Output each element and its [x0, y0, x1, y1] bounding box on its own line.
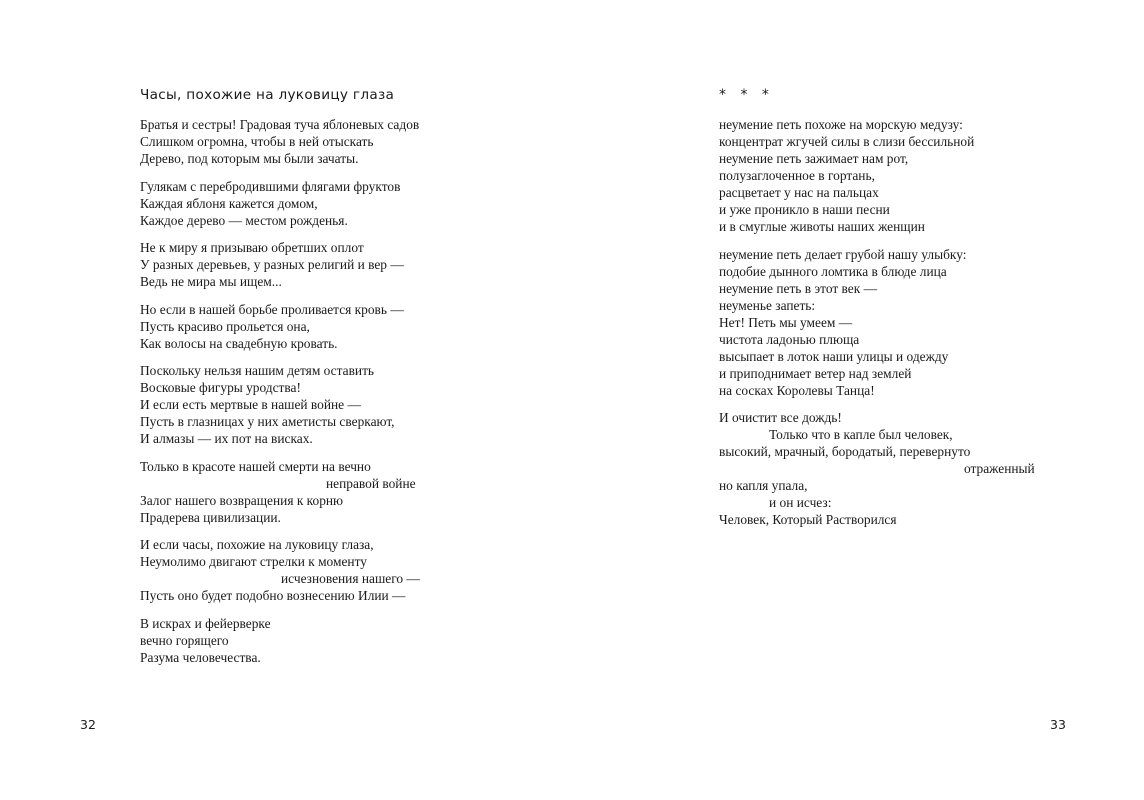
poem-line: неумение петь зажимает нам рот, [719, 151, 909, 166]
poem-line: Поскольку нельзя нашим детям оставить [140, 363, 375, 378]
poem-line: неправой войне [326, 475, 416, 491]
poem-line: Человек, Который Растворился [719, 512, 897, 527]
poem-line: Пусть оно будет подобно вознесению Илии — [140, 588, 406, 603]
poem-line: чистота ладонью плюща [719, 331, 860, 347]
stanza [140, 536, 420, 604]
poem-line: Дерево, под которым мы были зачаты. [140, 151, 359, 166]
poem-line: Братья и сестры! Градовая туча яблоневых садов [140, 117, 420, 132]
poem-line: высыпает в лоток наши улицы и одежду [719, 348, 949, 364]
stanza [140, 458, 420, 526]
poem-line: подобие дынного ломтика в блюде лица [719, 263, 947, 279]
stanza [140, 116, 420, 167]
poem-line: на сосках Королевы Танца! [719, 382, 875, 398]
poem-line: и уже проникло в наши песни [719, 202, 890, 217]
poem-line: исчезновения нашего — [281, 571, 420, 586]
poem-line: высокий, мрачный, бородатый, перевернуто [719, 444, 971, 459]
poem-title-asterisks: * * * [719, 87, 774, 103]
poem-line: И если часы, похожие на луковицу глаза, [140, 537, 374, 552]
poem-title: Часы, похожие на луковицу глаза [140, 87, 395, 103]
poem-line: неумение петь в этот век — [719, 280, 877, 296]
poem-line: Залог нашего возвращения к корню [140, 492, 344, 508]
stanza [719, 116, 1035, 235]
stanza [140, 362, 420, 447]
poem-line: И если есть мертвые в нашей войне — [140, 397, 361, 412]
stanza [140, 615, 420, 666]
poem-right [719, 86, 1035, 539]
page-number: 32 [80, 717, 96, 732]
stanza [719, 409, 1035, 528]
poem-line: отраженный [964, 461, 1035, 476]
poem-line: расцветает у нас на пальцах [719, 185, 879, 200]
poem-left [140, 86, 420, 676]
poem-line: И очистит все дождь! [719, 410, 842, 425]
poem-line: В искрах и фейерверке [140, 615, 271, 631]
poem-line: но капля упала, [719, 478, 808, 493]
poem-line: Пусть красиво прольется она, [140, 318, 310, 334]
poem-line: Но если в нашей борьбе проливается кровь — [140, 301, 404, 317]
poem-line: Ведь не мира мы ищем... [140, 274, 282, 289]
poem-line: Только в красоте нашей смерти на вечно [140, 458, 371, 474]
poem-line: Не к миру я призываю обретших оплот [140, 240, 364, 255]
poem-line: Каждая яблоня кажется домом, [140, 195, 318, 211]
poem-line: Нет! Петь мы умеем — [719, 314, 853, 330]
poem-line: неумение петь похоже на морскую медузу: [719, 117, 963, 132]
poem-line: Слишком огромна, чтобы в ней отыскать [140, 134, 374, 149]
poem-line: И алмазы — их пот на висках. [140, 431, 313, 446]
poem-line: Гулякам с перебродившими флягами фруктов [140, 178, 401, 194]
stanza [140, 178, 420, 229]
poem-line: Пусть в глазницах у них аметисты сверкают, [140, 414, 395, 429]
poem-line: полузаглоченное в гортань, [719, 168, 875, 183]
poem-line: неумение петь делает грубой нашу улыбку: [719, 246, 967, 262]
poem-line: Прадерева цивилизации. [140, 509, 281, 525]
poem-line: и приподнимает ветер над землей [719, 365, 912, 381]
poem-line: и он исчез: [769, 495, 832, 510]
stanza [140, 301, 420, 352]
stanza [719, 246, 1035, 399]
poem-line: У разных деревьев, у разных религий и вер — [140, 257, 404, 272]
poem-line: Разума человечества. [140, 649, 261, 665]
poem-line: концентрат жгучей силы в слизи бессильной [719, 134, 975, 149]
page-number: 33 [1050, 717, 1066, 732]
poem-line: Восковые фигуры уродства! [140, 380, 301, 395]
poem-line: Неумолимо двигают стрелки к моменту [140, 554, 367, 569]
poem-line: неуменье запеть: [719, 297, 816, 313]
poem-line: Каждое дерево — местом рожденья. [140, 212, 348, 228]
poem-line: Как волосы на свадебную кровать. [140, 335, 338, 351]
stanza [140, 239, 420, 290]
poem-line: Только что в капле был человек, [769, 427, 953, 442]
right-page [572, 0, 1144, 800]
poem-line: и в смуглые животы наших женщин [719, 219, 925, 234]
poem-line: вечно горящего [140, 632, 229, 648]
